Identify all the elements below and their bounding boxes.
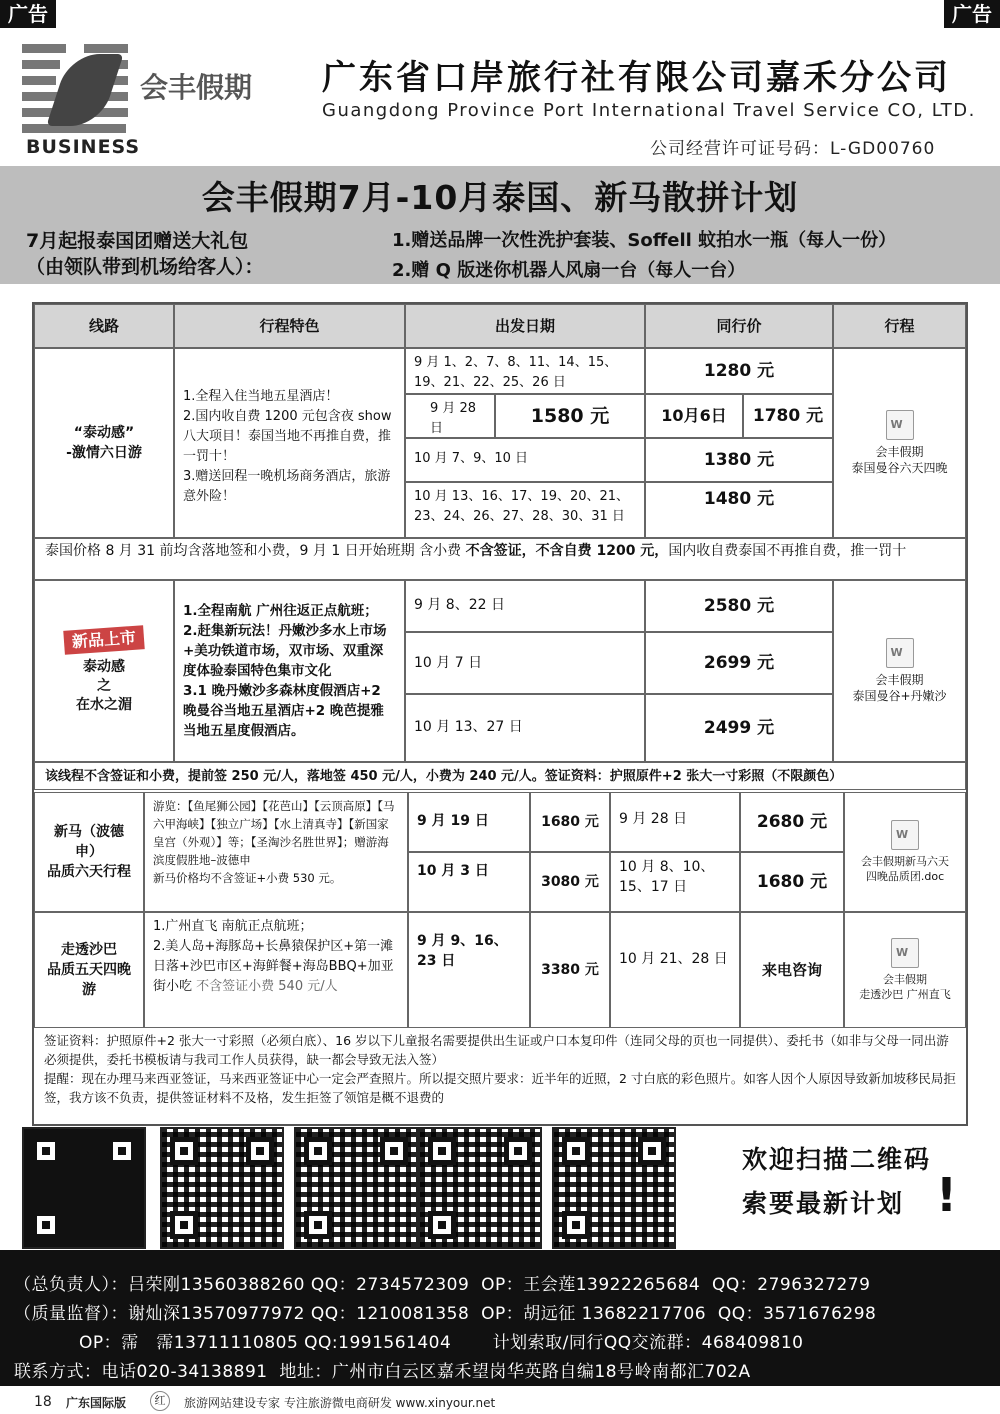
ad-tag-right: 广告: [944, 0, 1000, 28]
page-footer: [0, 1390, 1000, 1414]
dates-sabah-2: 10 月 21、28 日: [610, 912, 740, 1028]
visa-note: 签证资料：护照原件+2 张大一寸彩照（必须白底）、16 岁以下儿童报名需要提供出生证或户口本复印件（连同父母的页也一同提供）、委托书（如非与父母一同出游必须提供，委托书模板请与我司工作人员获得，缺一都会导致无法入签） 提醒：现在办理马来西亚签证，马来西亚签证中心一定会严查照片。所以提交照片要求：近半年的近照，2 寸白底的彩色照片。如客人因个人原因导致新加坡移民局拒签，我方该不负责，提供签证材料不及格，发生拒签了领馆是概不退费的: [44, 1033, 956, 1105]
scan-prompt-line2: 索要最新计划: [742, 1189, 905, 1218]
dates-sgmy-3: 10 月 3 日: [408, 852, 530, 912]
brand-name: 会丰假期: [140, 71, 253, 104]
col-header-dates: 出发日期: [405, 304, 645, 348]
qr-code-5[interactable]: [552, 1127, 676, 1249]
gift-heading-note: （由领队带到机场给客人）：: [26, 256, 264, 278]
doc-link-thai-6day[interactable]: [833, 348, 966, 538]
dates-water-b: 10 月 7 日: [405, 632, 645, 694]
word-document-icon: [886, 410, 914, 440]
route-name: 泰动感 之 在水之湄: [76, 658, 132, 713]
dates-thai-b: 9 月 28 日: [405, 394, 495, 438]
contact-footer: [0, 1250, 1000, 1386]
features-sabah-note: 不含签证小费 540 元/人: [196, 979, 338, 994]
promo-text: 旅游网站建设专家 专注旅游微电商研发 www.xinyour.net: [184, 1396, 496, 1410]
features-sabah-main: 1.广州直飞 南航正点航班； 2.美人岛+海豚岛+长鼻猿保护区+第一滩日落+沙巴市区+海鲜餐+海岛BBQ+加亚街小吃: [153, 919, 394, 994]
col-header-route: 线路: [34, 304, 174, 348]
company-logo: [22, 40, 141, 158]
price-sabah-1: 3380 元: [530, 912, 610, 1028]
doc-label: 会丰假期新马六天 四晚品质团.doc: [861, 855, 949, 883]
plan-title: 会丰假期7月-10月泰国、新马散拼计划: [201, 178, 799, 217]
features-thai-water: 1.全程南航 广州往返正点航班； 2.赶集新玩法！丹嫩沙多水上市场+美功铁道市场，双市场、双重深度体验泰国特色集市文化 3.1 晚丹嫩沙多森林度假酒店+2 晚曼谷当地五星酒店+2 晚芭提雅当地五星度假酒店。: [174, 580, 405, 762]
note-thai-c: 国内收自费泰国不再推自费，推一罚十: [668, 543, 907, 559]
col-header-itinerary: 行程: [833, 304, 966, 348]
company-name-cn: 广东省口岸旅行社有限公司嘉禾分公司: [322, 58, 951, 98]
price-sgmy-3: 3080 元: [530, 852, 610, 912]
logo-word: BUSINESS: [26, 136, 141, 158]
qr-code-2[interactable]: [160, 1127, 284, 1249]
doc-link-sabah[interactable]: [844, 912, 966, 1028]
scan-prompt-line1: 欢迎扫描二维码: [742, 1145, 932, 1174]
note-thai-b: 不含签证，不含自费 1200 元，: [465, 543, 669, 559]
price-thai-c: 1380 元: [645, 438, 833, 482]
features-thai-6day: 1.全程入住当地五星酒店！ 2.国内收自费 1200 元包含夜 show 八大项目！泰国当地不再推自费，推一罚十！ 3.赠送回程一晚机场商务酒店，旅游意外险！: [174, 348, 405, 538]
edition-label: 广东国际版: [66, 1396, 127, 1410]
seal-icon: 红: [150, 1391, 170, 1411]
price-sgmy-1: 1680 元: [530, 792, 610, 852]
gift-item-1: 1.赠送品牌一次性洗护套装、Soffell 蚊拍水一瓶（每人一份）: [392, 230, 897, 251]
contact-line-op: OP：霈 霈13711110805 QQ:1991561404 计划索取/同行QQ交流群：468409810: [14, 1333, 804, 1353]
doc-link-thai-water[interactable]: [833, 580, 966, 762]
note-thai-6day: [34, 538, 966, 580]
dates-sabah-1: 9 月 9、16、23 日: [408, 912, 530, 1028]
word-document-icon: [891, 820, 919, 850]
price-sgmy-4: 1680 元: [740, 852, 844, 912]
dates-sgmy-4: 10 月 8、10、15、17 日: [610, 852, 740, 912]
price-sabah-2: 来电咨询: [740, 912, 844, 1028]
dates-thai-a: 9 月 1、2、7、8、11、14、15、19、21、22、25、26 日: [405, 348, 645, 394]
dates-thai-d: 10 月 13、16、17、19、20、21、23、24、26、27、28、30、31 日: [405, 482, 645, 538]
contact-line-quality: （质量监督）：谢灿深13570977972 QQ：1210081358 OP：胡远征 13682217706 QQ：3571676298: [14, 1304, 877, 1324]
ad-tag-left: 广告: [0, 0, 56, 28]
qr-code-1[interactable]: [22, 1127, 146, 1249]
contact-line-address: 联系方式：电话020-34138891 地址：广州市白云区嘉禾望岗华英路自编18号岭南都汇702A: [14, 1362, 751, 1382]
route-sg-my: 新马（波德申） 品质六天行程: [34, 792, 144, 912]
company-name-en: Guangdong Province Port International Travel Service CO, LTD.: [322, 100, 976, 121]
note-thai-a: 泰国价格 8 月 31 前均含落地签和小费，9 月 1 日开始班期 含小费: [45, 543, 466, 559]
price-sgmy-2: 2680 元: [740, 792, 844, 852]
contact-line-manager: （总负责人）：吕荣刚13560388260 QQ：2734572309 OP：王会莲13922265684 QQ：2796327279: [14, 1275, 871, 1295]
word-document-icon: [891, 938, 919, 968]
dates-water-a: 9 月 8、22 日: [405, 580, 645, 632]
exclamation-mark: !: [936, 1168, 957, 1222]
features-sabah: [144, 912, 408, 1028]
gift-heading: 7月起报泰国团赠送大礼包: [26, 230, 249, 252]
word-document-icon: [886, 638, 914, 668]
note-thai-water: 该线程不含签证和小费，提前签 250 元/人，落地签 450 元/人，小费为 240 元/人。签证资料：护照原件+2 张大一寸彩照（不限颜色）: [34, 762, 966, 790]
qr-code-4[interactable]: [418, 1127, 542, 1249]
license-number: 公司经营许可证号码：L-GD00760: [650, 139, 936, 159]
dates-thai-b2: 10月6日: [645, 394, 743, 438]
features-sg-my: 游览：【鱼尾狮公园】【花芭山】【云顶高原】【马六甲海峡】【独立广场】【水上清真寺】【新国家皇宫（外观）】等；【圣淘沙名胜世界】；赠游海滨度假胜地–波德申 新马价格均不含签证+小费 530 元。: [144, 792, 408, 912]
gift-item-2: 2.赠 Q 版迷你机器人风扇一台（每人一台）: [392, 260, 746, 281]
dates-water-c: 10 月 13、27 日: [405, 694, 645, 762]
price-thai-b: 1580 元: [495, 394, 645, 438]
dates-thai-c: 10 月 7、9、10 日: [405, 438, 645, 482]
dates-sgmy-1: 9 月 19 日: [408, 792, 530, 852]
price-thai-a: 1280 元: [645, 348, 833, 394]
col-header-price: 同行价: [645, 304, 833, 348]
price-water-a: 2580 元: [645, 580, 833, 632]
price-water-c: 2499 元: [645, 694, 833, 762]
doc-label: 会丰假期 泰国曼谷六天四晚: [851, 445, 948, 475]
route-sabah: 走透沙巴 品质五天四晚游: [34, 912, 144, 1028]
route-thai-6day: “泰动感” -激情六日游: [34, 348, 174, 538]
route-thai-water: [34, 580, 174, 762]
price-thai-d: 1480 元: [645, 482, 833, 538]
doc-link-sg-my[interactable]: [844, 792, 966, 912]
doc-label: 会丰假期 走透沙巴 广州直飞: [859, 973, 951, 1001]
price-thai-b2: 1780 元: [743, 394, 833, 438]
price-water-b: 2699 元: [645, 632, 833, 694]
qr-code-3[interactable]: [294, 1127, 418, 1249]
new-product-badge: 新品上市: [63, 625, 144, 655]
col-header-features: 行程特色: [174, 304, 405, 348]
doc-label: 会丰假期 泰国曼谷+丹嫩沙: [852, 673, 947, 703]
page-number: 18: [34, 1394, 52, 1410]
dates-sgmy-2: 9 月 28 日: [610, 792, 740, 852]
